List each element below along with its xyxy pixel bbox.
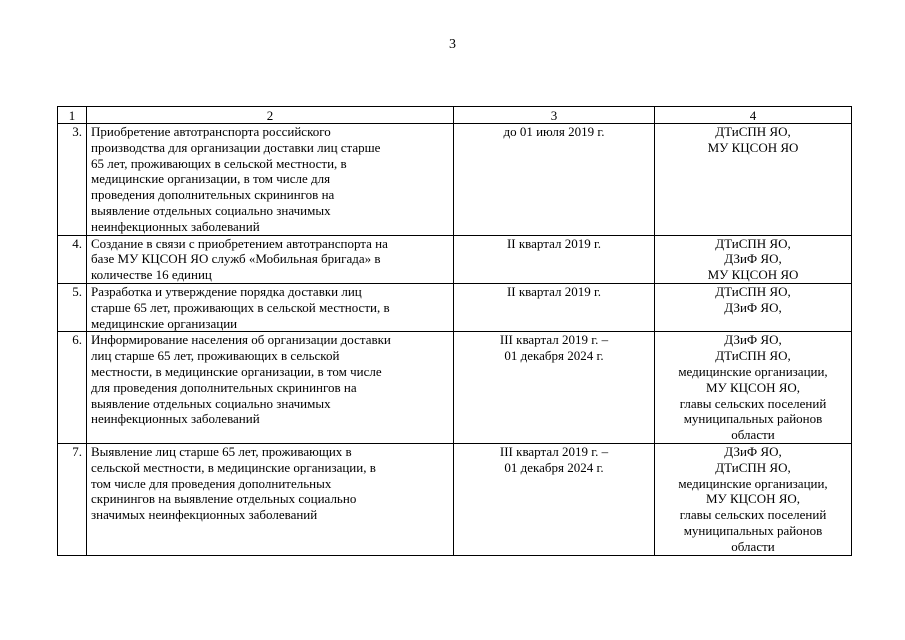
responsible-parties-line: ДЗиФ ЯО, (724, 443, 782, 459)
responsible-parties-line: МУ КЦСОН ЯО (707, 267, 799, 283)
responsible-parties-line: ДТиСПН ЯО, (715, 348, 791, 364)
task-description-line: значимых неинфекционных заболеваний (91, 507, 318, 523)
deadline-line: до 01 июля 2019 г. (503, 124, 605, 139)
task-description (87, 124, 454, 236)
task-description-line: выявление отдельных социально значимых (91, 395, 331, 411)
task-description-line: скринингов на выявление отдельных социально (91, 491, 357, 507)
task-description (87, 283, 454, 331)
task-description-line: медицинские организации (91, 315, 238, 331)
responsible-parties-line: ДЗиФ ЯО, (724, 332, 782, 348)
deadline-line: II квартал 2019 г. (506, 235, 602, 251)
task-description (87, 443, 454, 555)
responsible-parties-line: ДТиСПН ЯО, (715, 283, 791, 299)
column-number-2: 2 (87, 107, 454, 124)
responsible-parties-line: МУ КЦСОН ЯО (707, 139, 799, 155)
responsible-parties-line: МУ КЦСОН ЯО, (705, 379, 801, 395)
responsible-parties (655, 124, 852, 236)
task-description-line: для проведения дополнительных скринингов на (91, 379, 357, 395)
responsible-parties-line: ДЗиФ ЯО, (724, 299, 782, 315)
deadline (454, 235, 655, 283)
column-number-4: 4 (655, 107, 852, 124)
responsible-parties-line: ДТиСПН ЯО, (715, 459, 791, 475)
deadline-line: 01 декабря 2024 г. (504, 348, 604, 364)
task-description-line: Выявление лиц старше 65 лет, проживающих в (91, 443, 352, 459)
task-description-line: Разработка и утверждение порядка доставки лиц (91, 283, 362, 299)
responsible-parties-line: главы сельских поселений (679, 507, 827, 523)
deadline-line: III квартал 2019 г. – (499, 332, 609, 348)
deadline (454, 283, 655, 331)
task-description-line: Создание в связи с приобретением автотранспорта на (91, 235, 388, 251)
row-number: 7. (58, 443, 87, 555)
table-row (58, 332, 852, 444)
task-description (87, 235, 454, 283)
deadline-line: 01 декабря 2024 г. (504, 459, 604, 475)
deadline (454, 332, 655, 444)
task-description-line: проведения дополнительных скринингов на (91, 187, 335, 203)
task-description-line: сельской местности, в медицинские организации, в (91, 459, 376, 475)
task-description-line: количестве 16 единиц (91, 267, 212, 283)
task-description-line: неинфекционных заболеваний (91, 218, 260, 234)
table-row (58, 124, 852, 236)
task-description-line: 65 лет, проживающих в сельской местности, в (91, 155, 347, 171)
table-row (58, 235, 852, 283)
task-description (87, 332, 454, 444)
responsible-parties-line: муниципальных районов (683, 411, 823, 427)
task-description-line: медицинские организации, в том числе для (91, 171, 331, 187)
task-description-line: неинфекционных заболеваний (91, 411, 260, 427)
deadline-line: III квартал 2019 г. – (499, 443, 609, 459)
task-description-line: лиц старше 65 лет, проживающих в сельской (91, 348, 340, 364)
deadline (454, 443, 655, 555)
responsible-parties-line: области (731, 427, 775, 443)
responsible-parties-line: главы сельских поселений (679, 395, 827, 411)
table-row (58, 283, 852, 331)
responsible-parties-line: медицинские организации, (678, 475, 828, 491)
task-description-line: производства для организации доставки лиц старше (91, 139, 381, 155)
table-row (58, 443, 852, 555)
deadline (454, 124, 655, 236)
task-description-line: местности, в медицинские организации, в том числе (91, 363, 382, 379)
task-description-line: базе МУ КЦСОН ЯО служб «Мобильная бригада» в (91, 251, 381, 267)
row-number: 5. (58, 283, 87, 331)
task-description-line: Информирование населения об организации доставки (91, 332, 391, 348)
row-number: 6. (58, 332, 87, 444)
task-description-line: старше 65 лет, проживающих в сельской местности, в (91, 299, 390, 315)
responsible-parties (655, 332, 852, 444)
row-number: 3. (58, 124, 87, 236)
responsible-parties (655, 443, 852, 555)
page-number: 3 (449, 37, 456, 52)
responsible-parties-line: МУ КЦСОН ЯО, (705, 491, 801, 507)
column-number-1: 1 (58, 107, 87, 124)
column-number-row (58, 107, 852, 124)
responsible-parties-line: ДТиСПН ЯО, (715, 235, 791, 251)
action-plan-table (57, 106, 852, 556)
responsible-parties (655, 283, 852, 331)
responsible-parties-line: медицинские организации, (678, 363, 828, 379)
row-number: 4. (58, 235, 87, 283)
responsible-parties-line: ДТиСПН ЯО, (715, 124, 791, 139)
responsible-parties-line: ДЗиФ ЯО, (724, 251, 782, 267)
responsible-parties-line: области (731, 538, 775, 554)
column-number-3: 3 (454, 107, 655, 124)
responsible-parties (655, 235, 852, 283)
task-description-line: том числе для проведения дополнительных (91, 475, 332, 491)
task-description-line: выявление отдельных социально значимых (91, 202, 331, 218)
task-description-line: Приобретение автотранспорта российского (91, 124, 331, 139)
responsible-parties-line: муниципальных районов (683, 522, 823, 538)
deadline-line: II квартал 2019 г. (506, 283, 602, 299)
